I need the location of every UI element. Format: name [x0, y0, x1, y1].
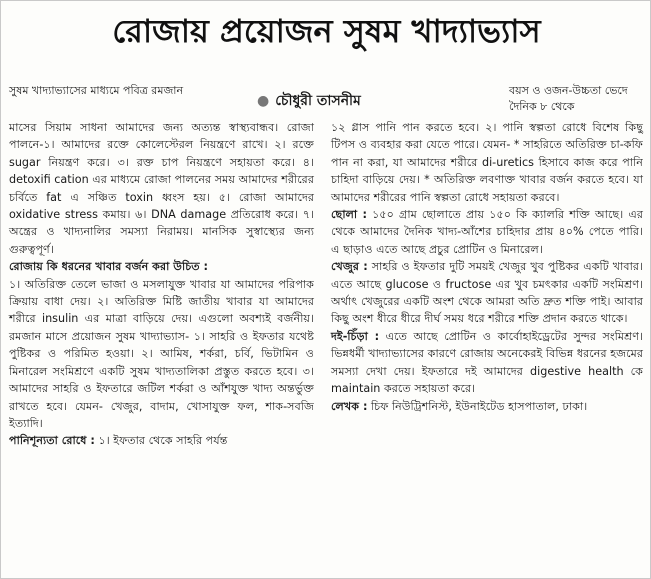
- bullet-icon: ●: [257, 93, 270, 109]
- author-byline: [257, 89, 361, 113]
- paragraph: ১। অতিরিক্ত তেলে ভাজা ও মসলাযুক্ত খাবার যা আমাদের পরিপাক ক্রিয়ায় বাধা দেয়। ২। অতিরিক্ত মিষ্টি জাতীয় খাবার যা আমাদের শরীরে insulin এর মাত্রা বাড়িয়ে দেয়। এগুলো অবশ্যই বর্জনীয়। রমজান মাসে প্রয়োজন সুষম খাদ্যাভ্যাস- ১। সাহরি ও ইফতার যথেষ্ট পুষ্টিকর ও পরিমিত হওয়া। ২। আমিষ, শর্করা, চর্বি, ভিটামিন ও মিনারেল সংমিশ্রণে একটি সুষম খাদ্যতালিকা প্রস্তুত করতে হবে। ৩। আমাদের সাহরি ও ইফতারে জটিল শর্করা ও আঁশযুক্ত খাদ্য অন্তর্ভুক্ত রাখতে হবে। যেমন- খেজুর, বাদাম, খোসাযুক্ত ফল, শাক-সবজি ইত্যাদি।: [9, 277, 314, 430]
- article-headline: রোজায় প্রয়োজন সুষম খাদ্যাভ্যাস: [112, 12, 541, 50]
- paragraph: সাহরি ও ইফতার দুটি সময়ই খেজুর খুব পুষ্টিকর একটি খাবার। এতে আছে glucose ও fructose এর খুব চমৎকার একটি সংমিশ্রণ। অর্থাৎ খেজুরের একটি অংশ থেকে আমরা অতি দ্রুত শক্তি পাই। আবার কিছু অংশ ধীরে ধীরে দীর্ঘ সময় ধরে শরীরে শক্তি প্রদান করতে থাকে।: [331, 260, 643, 326]
- subheading: রোজায় কি ধরনের খাবার বর্জন করা উচিত :: [9, 260, 208, 274]
- paragraph: ১। ইফতার থেকে সাহরি পর্যন্ত: [98, 434, 228, 448]
- intro-left-text: সুষম খাদ্যাভ্যাসের মাধ্যমে পবিত্র রমজান: [9, 84, 184, 97]
- article-column-right: [331, 119, 643, 415]
- paragraph: ১২ গ্লাস পানি পান করতে হবে। ২। পানি স্বল্পতা রোধে বিশেষ কিছু টিপস ও ব্যবহার করা যেতে পারে। যেমন- * সাহরিতে অতিরিক্ত চা-কফি পান না করা, যা আমাদের শরীরে di-uretics হিসাবে কাজ করে পানি চাহিদা বাড়িয়ে দেয়। * অতিরিক্ত লবণাক্ত খাবার বর্জন করতে হবে। যা আমাদের শরীরের পানি স্বল্পতা রোধে সহায়তা করবে।: [331, 121, 643, 204]
- subheading: খেজুর :: [331, 260, 368, 274]
- subheading: পানিশূন্যতা রোধে :: [9, 434, 95, 448]
- subheading: ছোলা :: [331, 208, 368, 222]
- paragraph: মাসের সিয়াম সাধনা আমাদের জন্য অত্যন্ত স্বাস্থ্যবান্ধব। রোজা পালনে-১। আমাদের রক্তে কোলেস্টেরল নিয়ন্ত্রণে রাখে। ২। রক্তে sugar নিয়ন্ত্রণ করে। ৩। রক্ত চাপ নিয়ন্ত্রণে সহায়তা করে। ৪। detoxifi cation এর মাধ্যমে রোজা পালনের সময় আমাদের শরীরের চর্বিতে fat এ সঞ্চিত toxin ধ্বংস হয়। ৫। রোজা আমাদের oxidative stress কমায়। ৬। DNA damage প্রতিরোধ করে। ৭। অন্ত্রের ও খাদ্যনালির সমস্যা নিরাময়। মানসিক সুস্বাস্থ্যের জন্য গুরুত্বপূর্ণ।: [9, 121, 314, 256]
- author-name: চৌধুরী তাসনীম: [275, 93, 361, 109]
- author-credit: চিফ নিউট্রিশনিস্ট, ইউনাইটেড হাসপাতাল, ঢাকা।: [370, 399, 588, 413]
- paragraph: এতে আছে প্রোটিন ও কার্বোহাইড্রেটের সুন্দর সংমিশ্রণ। ভিন্নধর্মী খাদ্যাভ্যাসের কারণে রোজায় অনেকেরই বিভিন্ন ধরনের হজমের সমস্যা দেখা দেয়। ইফতারে দই আমাদের digestive health কে maintain করতে সহায়তা করে।: [331, 329, 643, 396]
- paragraph: ১৫০ গ্রাম ছোলাতে প্রায় ১৫০ কি ক্যালরি শক্তি আছে। এর থেকে আমাদের দৈনিক খাদ্য-আঁশের চাহিদার প্রায় ৪০% পেতে পারি। এ ছাড়াও এতে আছে প্রচুর প্রোটিন ও মিনারেল।: [331, 208, 644, 256]
- author-credit-label: লেখক :: [331, 399, 368, 413]
- byline-row: [9, 83, 641, 123]
- intro-right-text: বয়স ও ওজন-উচ্চতা ভেদে দৈনিক ৮ থেকে: [509, 84, 628, 113]
- subheading: দই-চিঁড়া :: [331, 329, 380, 343]
- article-column-left: [9, 119, 314, 450]
